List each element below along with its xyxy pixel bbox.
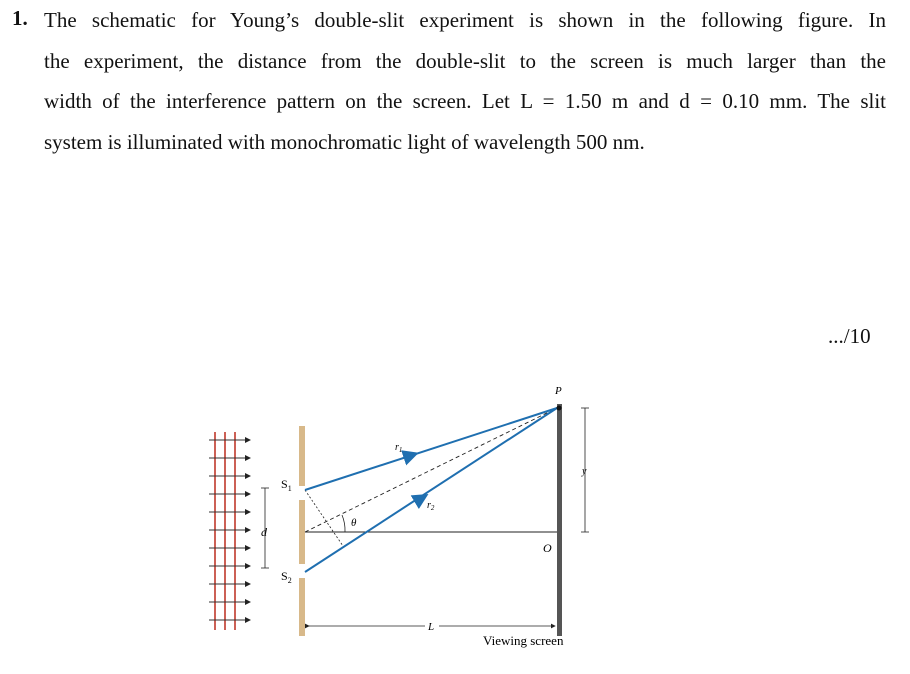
- question-line-2: the experiment, the distance from the double-slit to the screen is much larger than the: [44, 48, 886, 73]
- marks-label: .../10: [828, 324, 871, 348]
- double-slit-diagram: [205, 380, 605, 660]
- slit-barrier: [299, 426, 305, 636]
- s2-label: $S_2$: [281, 569, 292, 585]
- question-line-4: system is illuminated with monochromatic light of wavelength 500 nm.: [44, 129, 645, 154]
- double-slit-figure: [205, 380, 605, 660]
- question-line-1: The schematic for Young’s double-slit experiment is shown in the following figure. In: [44, 8, 886, 32]
- r2-label: $r_2$: [427, 500, 435, 512]
- center-to-p-dashed: [305, 408, 557, 532]
- ray-r2: [305, 408, 557, 572]
- ray-r1: [305, 408, 557, 490]
- path-difference-line: [305, 490, 343, 546]
- r1-label: $r_1$: [395, 442, 403, 454]
- viewing-screen: [557, 404, 562, 636]
- theta-arc: [342, 515, 345, 532]
- theta-label: θ: [351, 517, 357, 529]
- question-text: [44, 0, 886, 162]
- point-p: [557, 406, 562, 411]
- question-number: 1.: [12, 6, 28, 30]
- l-label: L: [428, 621, 435, 633]
- s1-label: $S_1$: [281, 477, 292, 493]
- p-label: P: [555, 385, 562, 397]
- d-label: d: [261, 525, 267, 539]
- question-line-3: width of the interference pattern on the screen. Let L = 1.50 m and d = 0.10 mm. The slit: [44, 89, 886, 113]
- ray-r1-arrow: [403, 454, 415, 458]
- y-label: y: [582, 466, 587, 477]
- o-label: O: [543, 541, 552, 555]
- wavefronts: [215, 432, 235, 630]
- viewing-screen-label: Viewing screen: [483, 633, 564, 648]
